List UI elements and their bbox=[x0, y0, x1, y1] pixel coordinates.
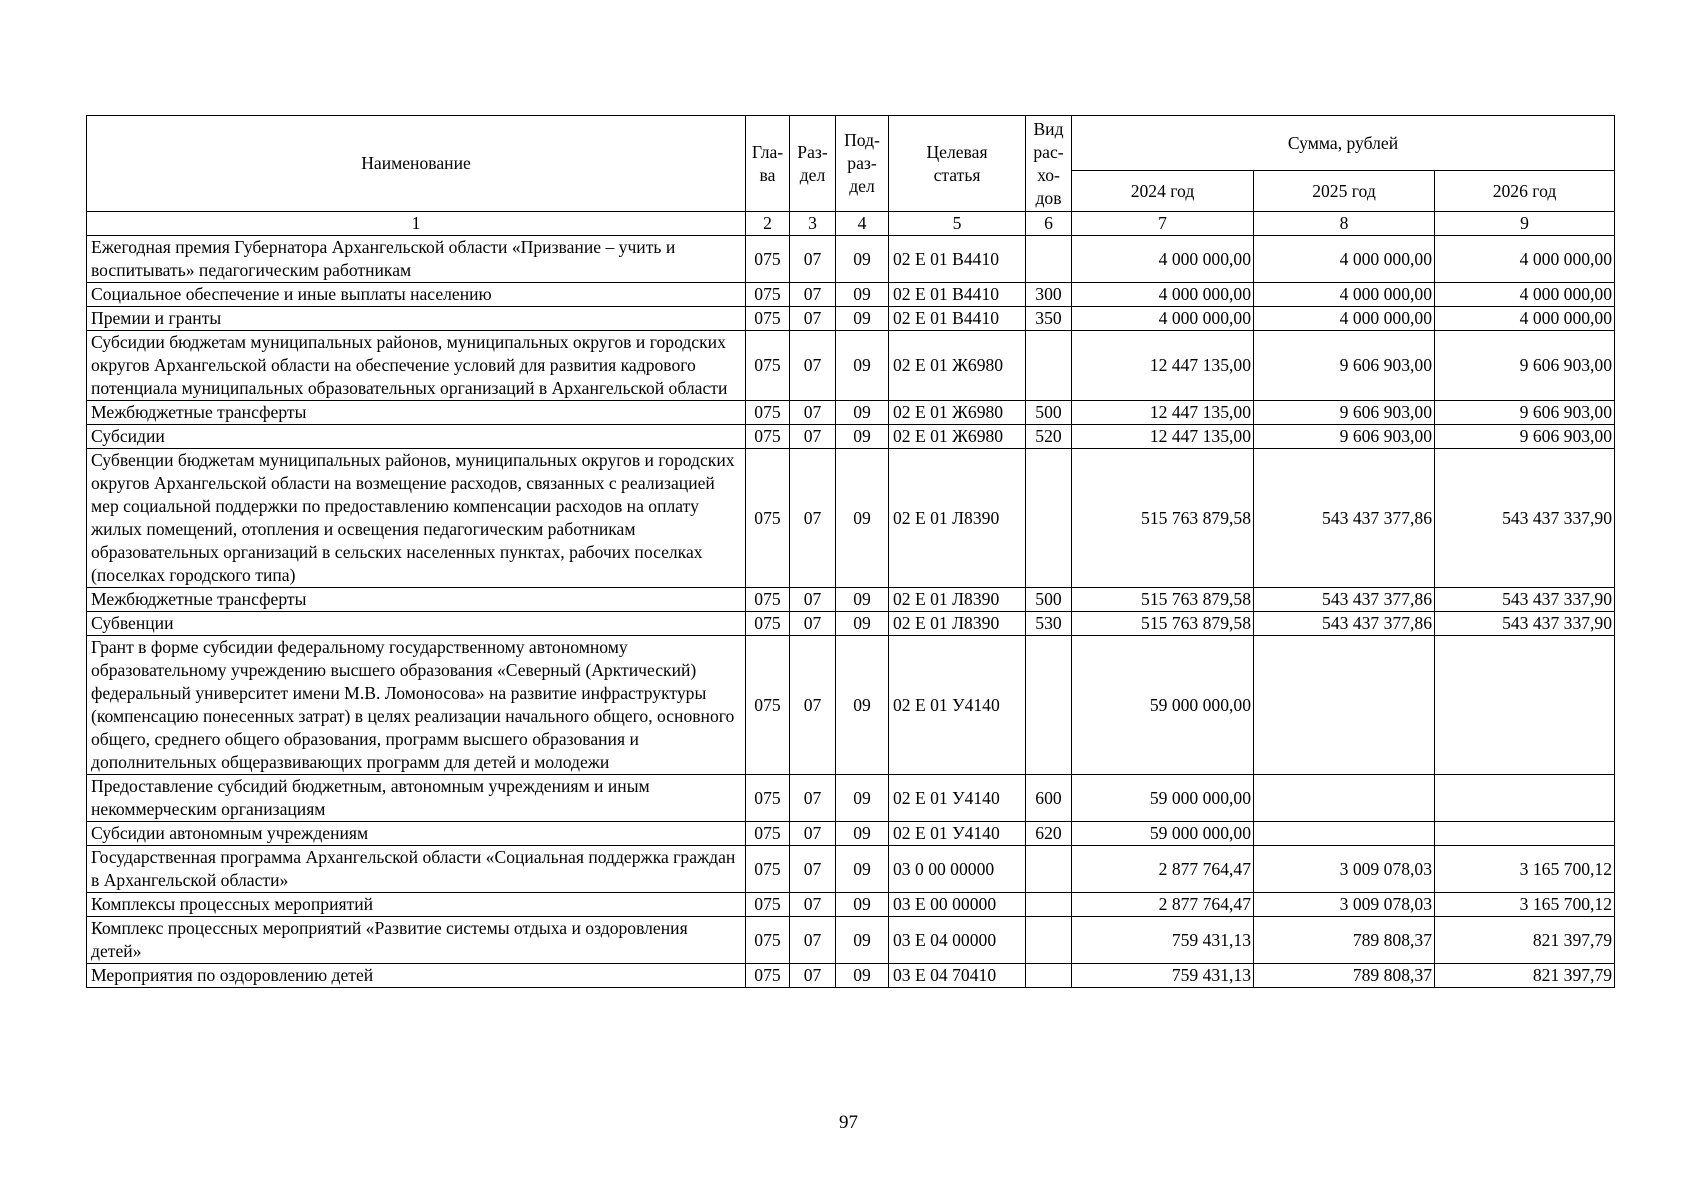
section-code: 07 bbox=[790, 307, 836, 331]
target-article: 02 Е 01 Ж6980 bbox=[889, 331, 1026, 401]
chapter-code: 075 bbox=[746, 401, 790, 425]
amount-2026: 9 606 903,00 bbox=[1435, 401, 1615, 425]
section-code: 07 bbox=[790, 331, 836, 401]
item-name: Социальное обеспечение и иные выплаты населению bbox=[87, 283, 746, 307]
expense-type: 520 bbox=[1026, 425, 1072, 449]
section-code: 07 bbox=[790, 775, 836, 822]
item-name: Субсидии bbox=[87, 425, 746, 449]
amount-2026: 4 000 000,00 bbox=[1435, 236, 1615, 283]
chapter-code: 075 bbox=[746, 425, 790, 449]
expense-type bbox=[1026, 846, 1072, 893]
subsection-code: 09 bbox=[836, 775, 889, 822]
chapter-code: 075 bbox=[746, 612, 790, 636]
amount-2024: 759 431,13 bbox=[1072, 917, 1254, 964]
table-row bbox=[87, 846, 1615, 893]
header-year-2026: 2026 год bbox=[1435, 171, 1615, 212]
page-number: 97 bbox=[839, 1112, 858, 1133]
amount-2024: 12 447 135,00 bbox=[1072, 331, 1254, 401]
table-row bbox=[87, 283, 1615, 307]
amount-2024: 4 000 000,00 bbox=[1072, 283, 1254, 307]
table-row bbox=[87, 612, 1615, 636]
section-code: 07 bbox=[790, 401, 836, 425]
amount-2024: 515 763 879,58 bbox=[1072, 612, 1254, 636]
target-article: 02 Е 01 У4140 bbox=[889, 822, 1026, 846]
table-row bbox=[87, 401, 1615, 425]
subsection-code: 09 bbox=[836, 236, 889, 283]
amount-2024: 2 877 764,47 bbox=[1072, 893, 1254, 917]
item-name: Межбюджетные трансферты bbox=[87, 588, 746, 612]
subsection-code: 09 bbox=[836, 331, 889, 401]
section-code: 07 bbox=[790, 636, 836, 775]
target-article: 02 Е 01 Ж6980 bbox=[889, 425, 1026, 449]
expense-type: 600 bbox=[1026, 775, 1072, 822]
target-article: 02 Е 01 Ж6980 bbox=[889, 401, 1026, 425]
amount-2026: 543 437 337,90 bbox=[1435, 612, 1615, 636]
chapter-code: 075 bbox=[746, 636, 790, 775]
column-number: 8 bbox=[1254, 212, 1435, 236]
column-number: 6 bbox=[1026, 212, 1072, 236]
amount-2026: 9 606 903,00 bbox=[1435, 425, 1615, 449]
table-row bbox=[87, 425, 1615, 449]
amount-2026: 4 000 000,00 bbox=[1435, 307, 1615, 331]
section-code: 07 bbox=[790, 917, 836, 964]
column-number: 9 bbox=[1435, 212, 1615, 236]
item-name: Премии и гранты bbox=[87, 307, 746, 331]
target-article: 03 0 00 00000 bbox=[889, 846, 1026, 893]
amount-2026: 3 165 700,12 bbox=[1435, 893, 1615, 917]
target-article: 02 Е 01 В4410 bbox=[889, 236, 1026, 283]
chapter-code: 075 bbox=[746, 588, 790, 612]
amount-2025: 3 009 078,03 bbox=[1254, 893, 1435, 917]
header-target: Целевая статья bbox=[889, 116, 1026, 212]
section-code: 07 bbox=[790, 449, 836, 588]
column-number: 3 bbox=[790, 212, 836, 236]
header-year-2024: 2024 год bbox=[1072, 171, 1254, 212]
chapter-code: 075 bbox=[746, 846, 790, 893]
expense-type: 500 bbox=[1026, 588, 1072, 612]
item-name: Мероприятия по оздоровлению детей bbox=[87, 964, 746, 988]
header-section: Раз- дел bbox=[790, 116, 836, 212]
amount-2024: 59 000 000,00 bbox=[1072, 636, 1254, 775]
item-name: Субвенции bbox=[87, 612, 746, 636]
amount-2026: 9 606 903,00 bbox=[1435, 331, 1615, 401]
chapter-code: 075 bbox=[746, 307, 790, 331]
amount-2024: 4 000 000,00 bbox=[1072, 307, 1254, 331]
amount-2026: 4 000 000,00 bbox=[1435, 283, 1615, 307]
amount-2025 bbox=[1254, 775, 1435, 822]
amount-2024: 59 000 000,00 bbox=[1072, 775, 1254, 822]
item-name: Предоставление субсидий бюджетным, автономным учреждениям и иным некоммерческим организациям bbox=[87, 775, 746, 822]
amount-2024: 2 877 764,47 bbox=[1072, 846, 1254, 893]
item-name: Субсидии бюджетам муниципальных районов, муниципальных округов и городских округов Архангельской области на обеспечение условий для развития кадрового потенциала муниципальных образовательных организаций в Архангельской области bbox=[87, 331, 746, 401]
target-article: 03 Е 00 00000 bbox=[889, 893, 1026, 917]
amount-2025: 543 437 377,86 bbox=[1254, 449, 1435, 588]
item-name: Грант в форме субсидии федеральному государственному автономному образовательному учреждению высшего образования «Северный (Арктический) федеральный университет имени М.В. Ломоносова» на развитие инфраструктуры (компенсацию понесенных затрат) в целях реализации начального общего, основного общего, среднего общего образования, программ высшего образования и дополнительных общеразвивающих программ для детей и молодежи bbox=[87, 636, 746, 775]
header-year-2025: 2025 год bbox=[1254, 171, 1435, 212]
item-name: Межбюджетные трансферты bbox=[87, 401, 746, 425]
target-article: 02 Е 01 У4140 bbox=[889, 636, 1026, 775]
column-number: 2 bbox=[746, 212, 790, 236]
section-code: 07 bbox=[790, 588, 836, 612]
table-row bbox=[87, 588, 1615, 612]
table-row bbox=[87, 331, 1615, 401]
amount-2026 bbox=[1435, 775, 1615, 822]
header-name: Наименование bbox=[87, 116, 746, 212]
amount-2026: 821 397,79 bbox=[1435, 964, 1615, 988]
target-article: 02 Е 01 В4410 bbox=[889, 307, 1026, 331]
item-name: Комплекс процессных мероприятий «Развитие системы отдыха и оздоровления детей» bbox=[87, 917, 746, 964]
column-number: 7 bbox=[1072, 212, 1254, 236]
header-subsection: Под- раз- дел bbox=[836, 116, 889, 212]
subsection-code: 09 bbox=[836, 893, 889, 917]
expense-type: 500 bbox=[1026, 401, 1072, 425]
amount-2026 bbox=[1435, 636, 1615, 775]
expense-type: 350 bbox=[1026, 307, 1072, 331]
amount-2026: 543 437 337,90 bbox=[1435, 449, 1615, 588]
amount-2025: 4 000 000,00 bbox=[1254, 236, 1435, 283]
amount-2024: 515 763 879,58 bbox=[1072, 588, 1254, 612]
amount-2024: 12 447 135,00 bbox=[1072, 401, 1254, 425]
amount-2026: 3 165 700,12 bbox=[1435, 846, 1615, 893]
target-article: 02 Е 01 У4140 bbox=[889, 775, 1026, 822]
table-row bbox=[87, 775, 1615, 822]
expense-type: 620 bbox=[1026, 822, 1072, 846]
subsection-code: 09 bbox=[836, 588, 889, 612]
target-article: 03 Е 04 00000 bbox=[889, 917, 1026, 964]
expense-type bbox=[1026, 893, 1072, 917]
chapter-code: 075 bbox=[746, 775, 790, 822]
subsection-code: 09 bbox=[836, 636, 889, 775]
target-article: 02 Е 01 В4410 bbox=[889, 283, 1026, 307]
target-article: 02 Е 01 Л8390 bbox=[889, 449, 1026, 588]
section-code: 07 bbox=[790, 283, 836, 307]
amount-2025 bbox=[1254, 636, 1435, 775]
target-article: 02 Е 01 Л8390 bbox=[889, 588, 1026, 612]
chapter-code: 075 bbox=[746, 283, 790, 307]
amount-2025: 543 437 377,86 bbox=[1254, 612, 1435, 636]
section-code: 07 bbox=[790, 964, 836, 988]
section-code: 07 bbox=[790, 612, 836, 636]
amount-2024: 12 447 135,00 bbox=[1072, 425, 1254, 449]
amount-2025: 789 808,37 bbox=[1254, 964, 1435, 988]
subsection-code: 09 bbox=[836, 425, 889, 449]
amount-2025: 9 606 903,00 bbox=[1254, 425, 1435, 449]
amount-2025: 9 606 903,00 bbox=[1254, 401, 1435, 425]
amount-2024: 59 000 000,00 bbox=[1072, 822, 1254, 846]
subsection-code: 09 bbox=[836, 612, 889, 636]
subsection-code: 09 bbox=[836, 822, 889, 846]
table-row bbox=[87, 893, 1615, 917]
amount-2025: 4 000 000,00 bbox=[1254, 307, 1435, 331]
budget-table bbox=[86, 115, 1615, 988]
chapter-code: 075 bbox=[746, 893, 790, 917]
amount-2026: 821 397,79 bbox=[1435, 917, 1615, 964]
subsection-code: 09 bbox=[836, 401, 889, 425]
amount-2025: 789 808,37 bbox=[1254, 917, 1435, 964]
table-row bbox=[87, 236, 1615, 283]
amount-2025: 543 437 377,86 bbox=[1254, 588, 1435, 612]
expense-type: 530 bbox=[1026, 612, 1072, 636]
amount-2025: 9 606 903,00 bbox=[1254, 331, 1435, 401]
expense-type bbox=[1026, 917, 1072, 964]
target-article: 03 Е 04 70410 bbox=[889, 964, 1026, 988]
chapter-code: 075 bbox=[746, 964, 790, 988]
table-row bbox=[87, 307, 1615, 331]
subsection-code: 09 bbox=[836, 964, 889, 988]
chapter-code: 075 bbox=[746, 236, 790, 283]
section-code: 07 bbox=[790, 822, 836, 846]
column-number-row bbox=[87, 212, 1615, 236]
table-row bbox=[87, 822, 1615, 846]
column-number: 1 bbox=[87, 212, 746, 236]
item-name: Субвенции бюджетам муниципальных районов, муниципальных округов и городских округов Архангельской области на возмещение расходов, связанных с реализацией мер социальной поддержки по предоставлению компенсации расходов на оплату жилых помещений, отопления и освещения педагогическим работникам образовательных организаций в сельских населенных пунктах, рабочих поселках (поселках городского типа) bbox=[87, 449, 746, 588]
column-number: 4 bbox=[836, 212, 889, 236]
expense-type bbox=[1026, 449, 1072, 588]
table-row bbox=[87, 449, 1615, 588]
amount-2026: 543 437 337,90 bbox=[1435, 588, 1615, 612]
header-sum: Сумма, рублей bbox=[1072, 116, 1615, 171]
expense-type bbox=[1026, 636, 1072, 775]
subsection-code: 09 bbox=[836, 846, 889, 893]
subsection-code: 09 bbox=[836, 917, 889, 964]
chapter-code: 075 bbox=[746, 449, 790, 588]
expense-type bbox=[1026, 331, 1072, 401]
amount-2025: 3 009 078,03 bbox=[1254, 846, 1435, 893]
table-row bbox=[87, 636, 1615, 775]
amount-2024: 515 763 879,58 bbox=[1072, 449, 1254, 588]
subsection-code: 09 bbox=[836, 449, 889, 588]
expense-type: 300 bbox=[1026, 283, 1072, 307]
amount-2025 bbox=[1254, 822, 1435, 846]
table-row bbox=[87, 964, 1615, 988]
header-chapter: Гла- ва bbox=[746, 116, 790, 212]
section-code: 07 bbox=[790, 893, 836, 917]
item-name: Государственная программа Архангельской области «Социальная поддержка граждан в Архангельской области» bbox=[87, 846, 746, 893]
amount-2025: 4 000 000,00 bbox=[1254, 283, 1435, 307]
amount-2024: 759 431,13 bbox=[1072, 964, 1254, 988]
expense-type bbox=[1026, 964, 1072, 988]
target-article: 02 Е 01 Л8390 bbox=[889, 612, 1026, 636]
chapter-code: 075 bbox=[746, 917, 790, 964]
expense-type bbox=[1026, 236, 1072, 283]
subsection-code: 09 bbox=[836, 307, 889, 331]
section-code: 07 bbox=[790, 236, 836, 283]
amount-2026 bbox=[1435, 822, 1615, 846]
amount-2024: 4 000 000,00 bbox=[1072, 236, 1254, 283]
item-name: Ежегодная премия Губернатора Архангельской области «Призвание – учить и воспитывать» педагогическим работникам bbox=[87, 236, 746, 283]
header-expense-type: Вид рас- хо- дов bbox=[1026, 116, 1072, 212]
chapter-code: 075 bbox=[746, 331, 790, 401]
chapter-code: 075 bbox=[746, 822, 790, 846]
subsection-code: 09 bbox=[836, 283, 889, 307]
item-name: Субсидии автономным учреждениям bbox=[87, 822, 746, 846]
section-code: 07 bbox=[790, 846, 836, 893]
item-name: Комплексы процессных мероприятий bbox=[87, 893, 746, 917]
section-code: 07 bbox=[790, 425, 836, 449]
column-number: 5 bbox=[889, 212, 1026, 236]
table-row bbox=[87, 917, 1615, 964]
